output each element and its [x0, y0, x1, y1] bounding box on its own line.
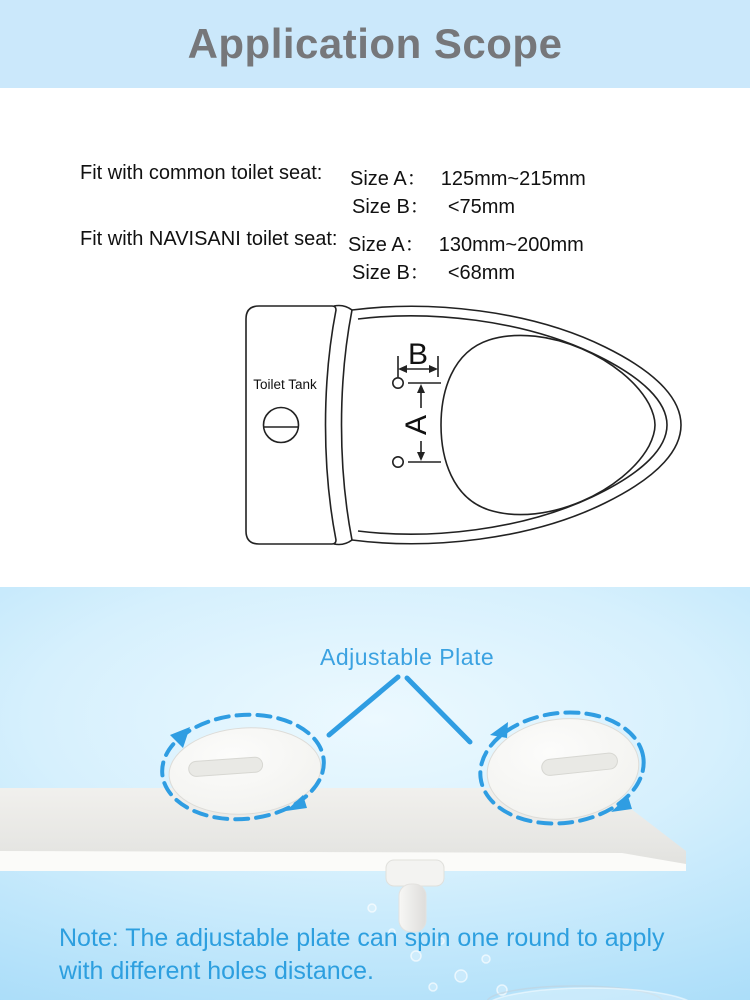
size-b-label: Size B：	[352, 262, 430, 284]
bowl-opening-outline	[441, 335, 655, 514]
note-line-2: with different holes distance.	[59, 957, 375, 985]
mounting-hole-bottom	[393, 457, 403, 467]
size-a-value: 125mm~215mm	[440, 168, 586, 190]
spec-row-2-label: Fit with NAVISANI toilet seat:	[80, 228, 338, 250]
mounting-hole-top	[393, 378, 403, 388]
seat-hinge-curve	[342, 310, 353, 540]
bidet-bar-front-edge	[0, 851, 686, 871]
size-a-label: Size A：	[348, 234, 425, 256]
spec-row-1-size-a	[350, 162, 586, 191]
spec-row-1-size-b	[352, 190, 515, 219]
flush-button-icon	[264, 408, 299, 443]
toilet-tank-label: Toilet Tank	[253, 377, 317, 392]
adjustable-plate-callout: Adjustable Plate	[320, 644, 495, 670]
spec-row-2-size-a	[348, 228, 584, 257]
callout-pointer-line-left	[329, 677, 398, 735]
header-bar	[0, 0, 750, 88]
callout-pointer-line-right	[407, 678, 470, 742]
spec-row-2-size-b	[352, 256, 515, 285]
spec-row-1-label: Fit with common toilet seat:	[80, 162, 323, 184]
dimension-a-label: A	[400, 414, 433, 436]
size-a-label: Size A：	[350, 168, 427, 190]
toilet-top-view-diagram	[240, 295, 695, 555]
nozzle-mount-tab	[386, 860, 444, 886]
dimension-b-label: B	[407, 338, 429, 371]
size-b-value: <68mm	[447, 262, 516, 284]
size-b-value: <75mm	[447, 196, 516, 218]
size-a-value: 130mm~200mm	[438, 234, 584, 256]
page-title: Application Scope	[187, 20, 563, 67]
note-text	[59, 922, 719, 988]
note-line-1: Note: The adjustable plate can spin one round to apply	[59, 924, 665, 952]
size-b-label: Size B：	[352, 196, 430, 218]
rotation-arrow-right-top	[490, 722, 508, 738]
